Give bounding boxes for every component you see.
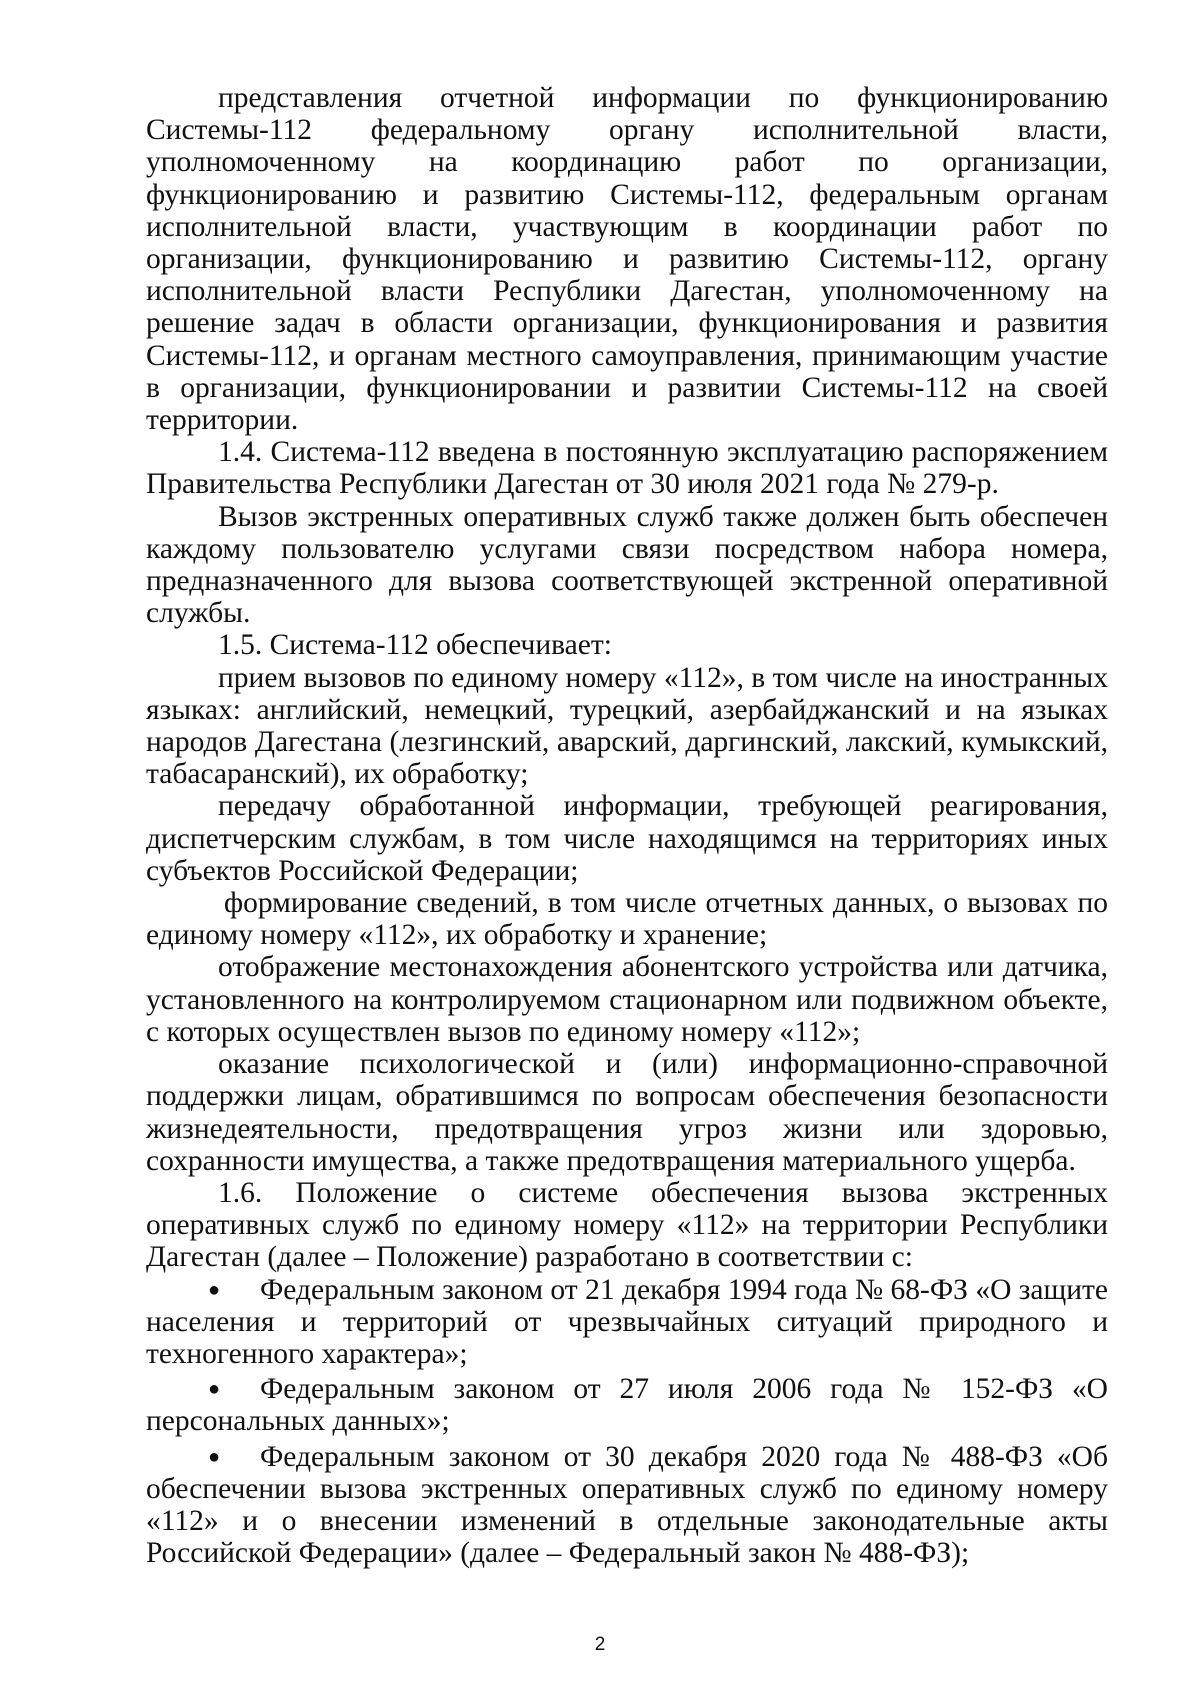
- bullet-text: Федеральным законом от 27 июля 2006 года № 152-ФЗ «О персональных данных»;: [146, 1373, 1108, 1438]
- paragraph-reporting: представления отчетной информации по функционированию Системы-112 федеральному органу исполнительной власти, уполномоченному на координацию работ по организации, функционированию и развитию Системы-112, федеральным органам исполнительной власти, участвующим в координации работ по организации, функционированию и развитию Системы-112, органу исполнительной власти Республики Дагестан, уполномоченному на решение задач в области организации, функционирования и развития Системы-112, и органам местного самоуправления, принимающим участие в организации, функционировании и развитии Системы-112 на своей территории.: [146, 82, 1108, 437]
- bullet-icon: ●: [208, 1445, 221, 1468]
- paragraph-1-4: 1.4. Система-112 введена в постоянную эксплуатацию распоряжением Правительства Республики Дагестан от 30 июля 2021 года № 279-р.: [146, 436, 1108, 501]
- bullet-item-law-68: [146, 1274, 1108, 1371]
- paragraph-location-display: отображение местонахождения абонентского устройства или датчика, установленного на контролируемом стационарном или подвижном объекте, с которых осуществлен вызов по единому номеру «112»;: [146, 951, 1108, 1048]
- bullet-item-law-488: [146, 1441, 1108, 1570]
- paragraph-psych-support: оказание психологической и (или) информационно-справочной поддержки лицам, обратившимся по вопросам обеспечения безопасности жизнедеятельности, предотвращения угроз жизни или здоровью, сохранности имущества, а также предотвращения материального ущерба.: [146, 1048, 1108, 1177]
- document-body: [146, 82, 1108, 1569]
- paragraph-emergency-call: Вызов экстренных оперативных служб также должен быть обеспечен каждому пользователю услугами связи посредством набора номера, предназначенного для вызова соответствующей экстренной оперативной службы.: [146, 500, 1108, 630]
- paragraph-data-forming: формирование сведений, в том числе отчетных данных, о вызовах по единому номеру «112», их обработку и хранение;: [146, 887, 1108, 952]
- paragraph-info-transfer: передачу обработанной информации, требующей реагирования, диспетчерским службам, в том числе находящимся на территориях иных субъектов Российской Федерации;: [146, 790, 1108, 887]
- bullet-icon: ●: [208, 1278, 221, 1301]
- paragraph-1-6: 1.6. Положение о системе обеспечения вызова экстренных оперативных служб по единому номеру «112» на территории Республики Дагестан (далее – Положение) разработано в соответствии с:: [146, 1176, 1108, 1274]
- bullet-text: Федеральным законом от 30 декабря 2020 года № 488-ФЗ «Об обеспечении вызова экстренных оперативных служб по единому номеру «112» и о внесении изменений в отдельные законодательные акты Российской Федерации» (далее – Федеральный закон № 488-ФЗ);: [146, 1440, 1108, 1570]
- paragraph-call-reception: прием вызовов по единому номеру «112», в том числе на иностранных языках: английский, немецкий, турецкий, азербайджанский и на языках народов Дагестана (лезгинский, аварский, даргинский, лакский, кумыкский, табасаранский), их обработку;: [146, 661, 1108, 791]
- bullet-text: Федеральным законом от 21 декабря 1994 года № 68-ФЗ «О защите населения и территорий от чрезвычайных ситуаций природного и техногенного характера»;: [146, 1273, 1108, 1370]
- bullet-icon: ●: [208, 1378, 221, 1401]
- page-number: 2: [594, 1634, 606, 1655]
- bullet-item-law-152: [146, 1373, 1108, 1437]
- paragraph-1-5: 1.5. Система-112 обеспечивает:: [218, 629, 612, 662]
